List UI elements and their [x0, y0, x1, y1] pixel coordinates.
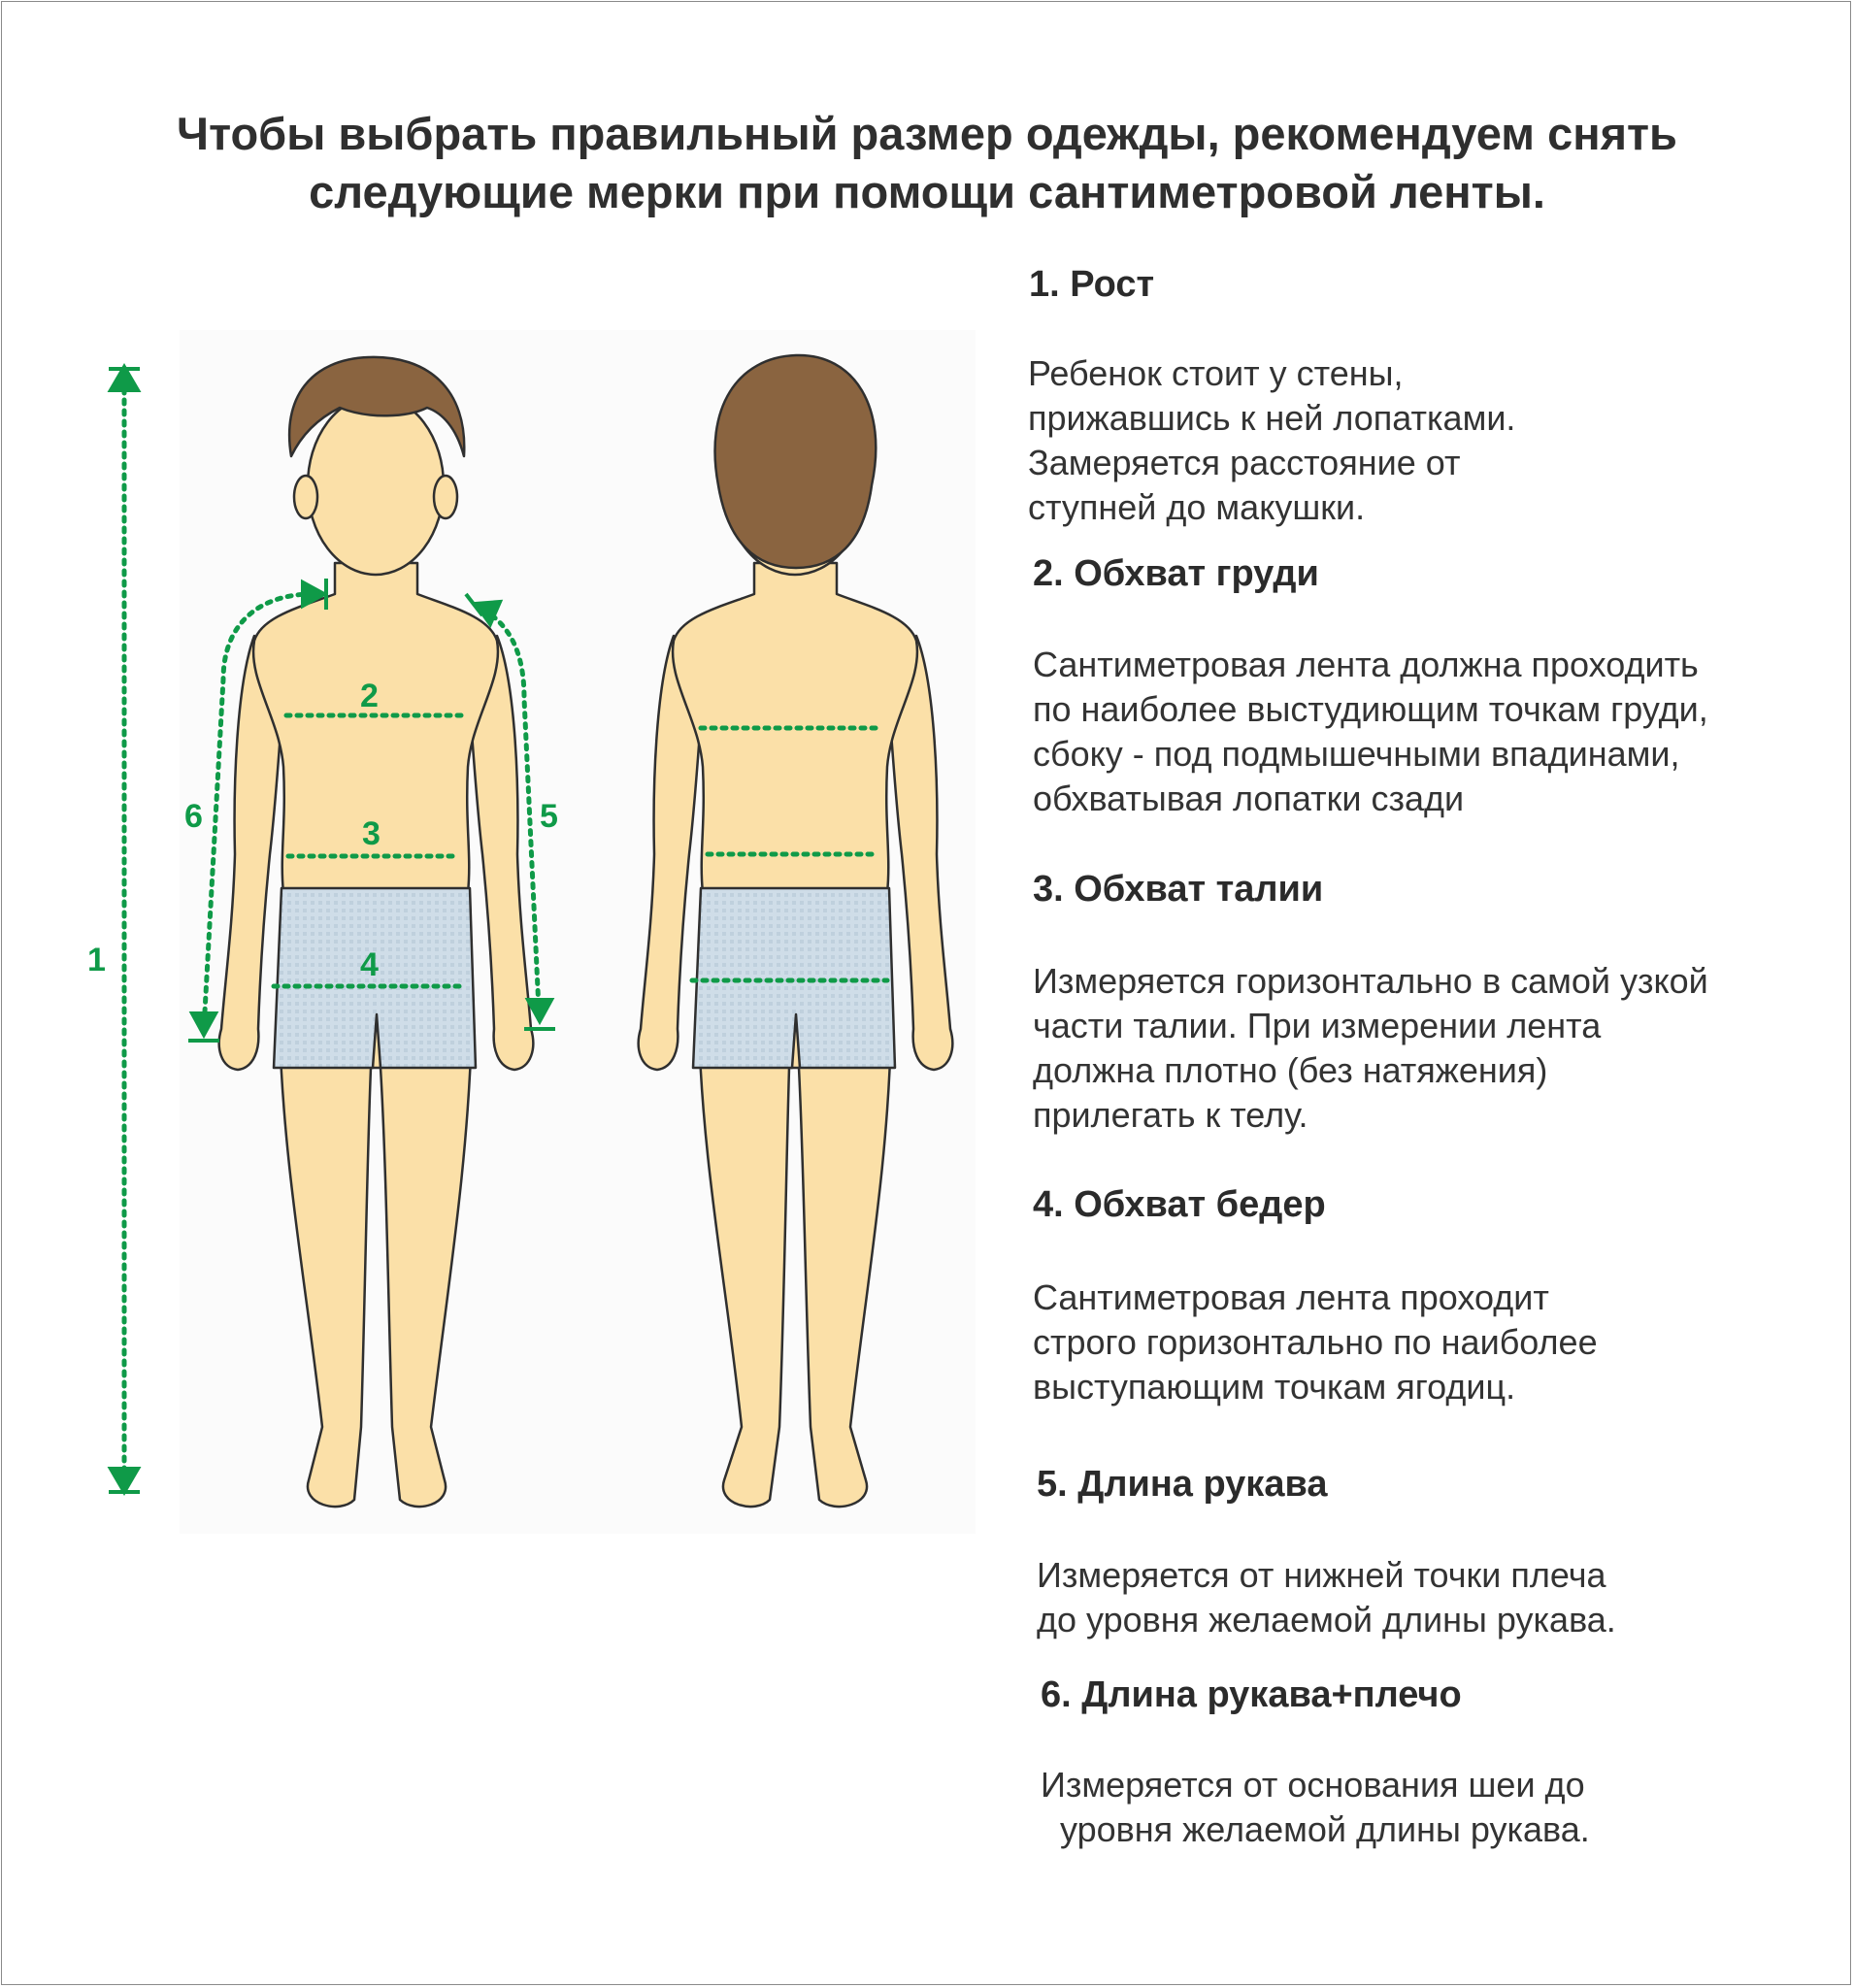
heading-waist: 3. Обхват талии	[1033, 869, 1324, 910]
front-ear-left	[294, 476, 317, 518]
label-5: 5	[540, 798, 558, 835]
desc-height: Ребенок стоит у стены, прижавшись к ней лопатками. Замеряется расстояние от ступней до макушки.	[1028, 353, 1516, 527]
desc-sleeve: Измеряется от нижней точки плеча до уровня желаемой длины рукава.	[1037, 1555, 1616, 1640]
label-6: 6	[184, 798, 203, 835]
desc-hips: Сантиметровая лента проходит строго горизонтально по наиболее выступающим точкам ягодиц.	[1033, 1277, 1598, 1407]
label-2: 2	[360, 678, 379, 714]
label-4: 4	[360, 946, 379, 983]
desc-waist: Измеряется горизонтально в самой узкой части талии. При измерении лента должна плотно (без натяжения) прилегать к телу.	[1033, 961, 1708, 1135]
desc-sleeve-shoulder: Измеряется от основания шеи до уровня желаемой длины рукава.	[1041, 1765, 1590, 1849]
front-face	[308, 396, 444, 575]
height-arrow-bottom	[111, 1469, 138, 1492]
front-ear-right	[434, 476, 457, 518]
heading-chest: 2. Обхват груди	[1033, 553, 1319, 594]
measurement-illustration	[0, 0, 1010, 1602]
desc-chest: Сантиметровая лента должна проходить по наиболее выстудиющим точкам груди, сбоку - под подмышечными впадинами, обхватывая лопатки сзади	[1033, 645, 1708, 818]
heading-sleeve: 5. Длина рукава	[1037, 1464, 1328, 1505]
heading-sleeve-shoulder: 6. Длина рукава+плечо	[1041, 1674, 1462, 1715]
heading-height: 1. Рост	[1029, 264, 1155, 305]
title-line-2: следующие мерки при помощи сантиметровой ленты.	[309, 166, 1545, 217]
label-1: 1	[87, 942, 106, 978]
back-hair	[715, 355, 877, 568]
title-line-1: Чтобы выбрать правильный размер одежды, рекомендуем снять	[177, 108, 1677, 159]
label-3: 3	[362, 815, 381, 852]
heading-hips: 4. Обхват бедер	[1033, 1184, 1326, 1225]
